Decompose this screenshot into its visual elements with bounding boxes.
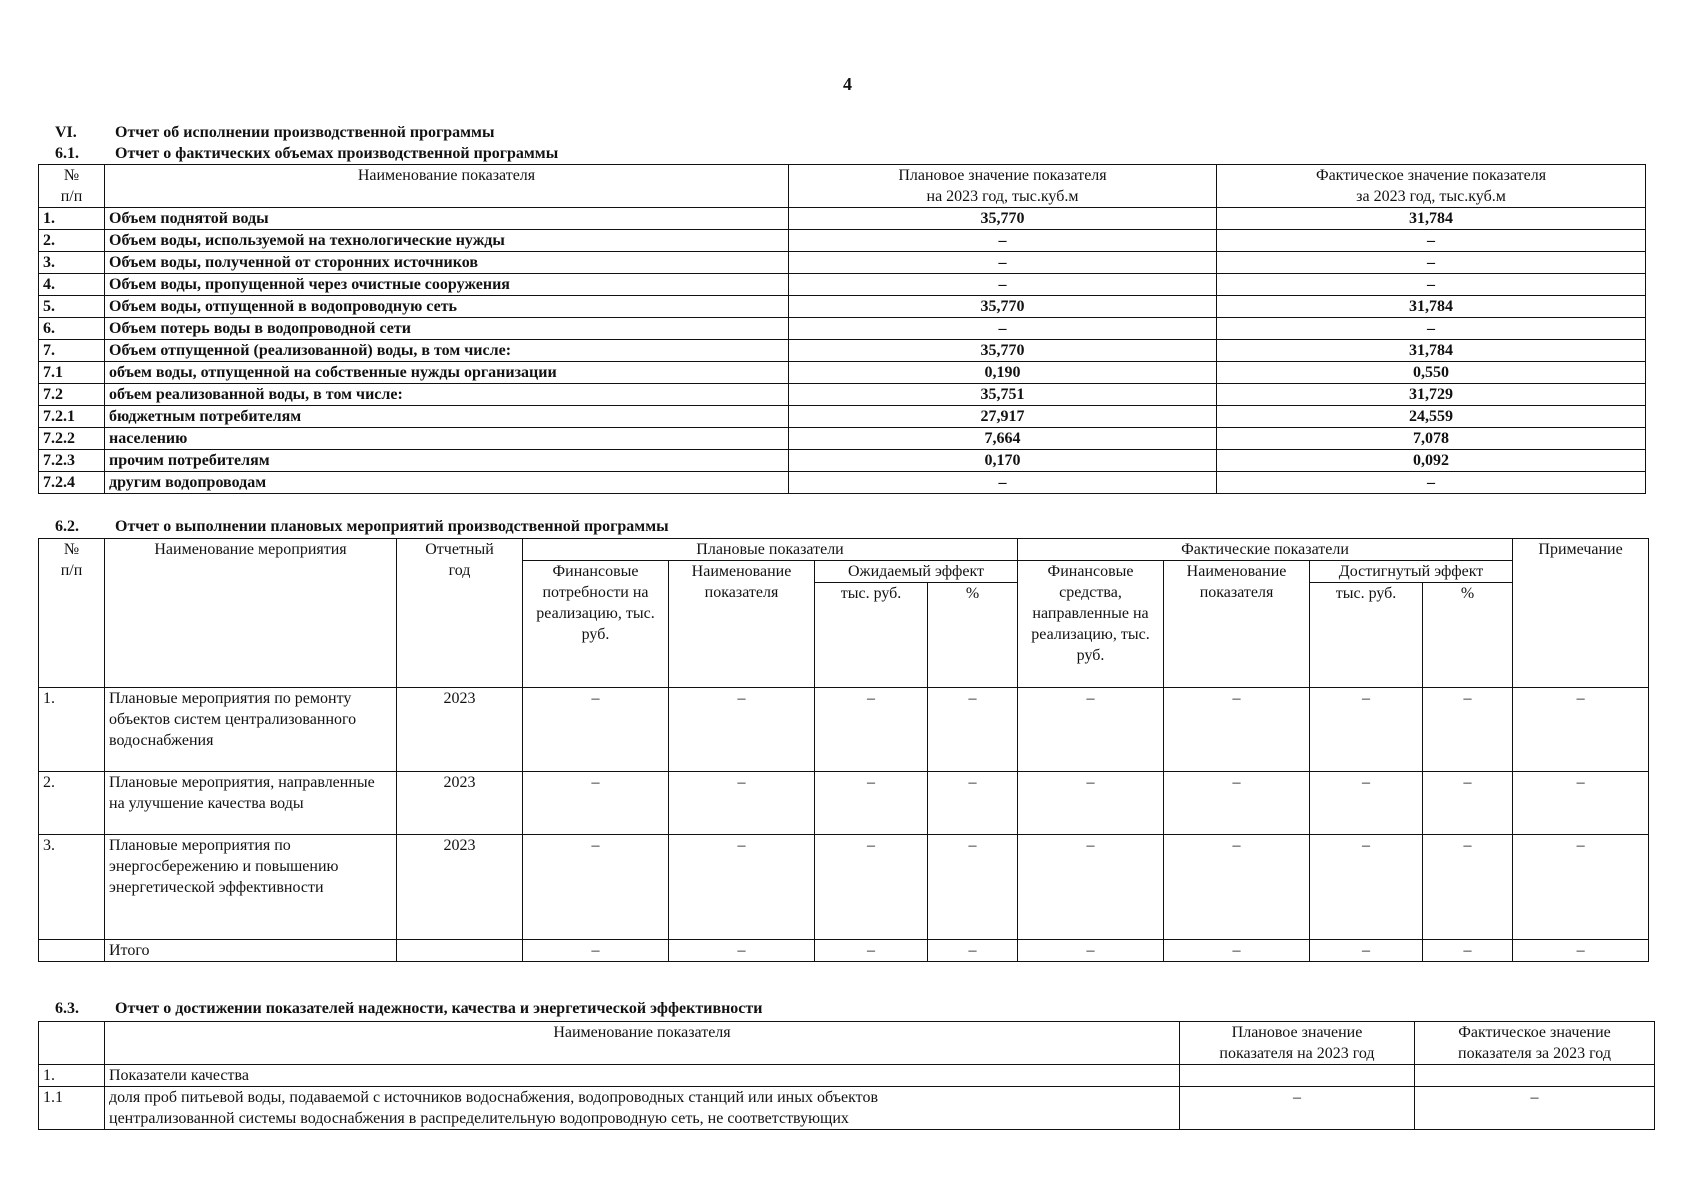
plan-value: 35,770 bbox=[789, 296, 1217, 318]
activity-name: Плановые мероприятия по ремонту объектов систем централизованного водоснабжения bbox=[105, 688, 397, 772]
header-plan-financing: Финансовые потребности на реализацию, тыс. руб. bbox=[523, 561, 669, 688]
expected-effect-pct: – bbox=[928, 772, 1018, 835]
header-note: Примечание bbox=[1513, 539, 1649, 688]
indicator-name-line: Показатели качества bbox=[109, 1067, 249, 1084]
achieved-effect-pct: – bbox=[1423, 772, 1513, 835]
row-number bbox=[39, 940, 105, 962]
activity-name: Плановые мероприятия по энергосбережению и повышению энергетической эффективности bbox=[105, 835, 397, 940]
table-row bbox=[39, 450, 1646, 472]
row-number: 5. bbox=[39, 296, 105, 318]
fact-indicator: – bbox=[1164, 688, 1310, 772]
header-num: № п/п bbox=[39, 539, 105, 688]
note: – bbox=[1513, 688, 1649, 772]
total-expected-effect-pct: – bbox=[928, 940, 1018, 962]
indicator-name: Объем воды, отпущенной в водопроводную сеть bbox=[105, 296, 789, 318]
row-number: 7.2 bbox=[39, 384, 105, 406]
section-vi-title bbox=[55, 124, 494, 142]
header-indicator-name: Наименование показателя bbox=[105, 165, 789, 208]
total-fact-indicator: – bbox=[1164, 940, 1310, 962]
table-row bbox=[39, 384, 1646, 406]
row-number: 7.2.1 bbox=[39, 406, 105, 428]
header-num: № п/п bbox=[39, 165, 105, 208]
section-6-3-title bbox=[55, 1000, 762, 1018]
row-number: 3. bbox=[39, 835, 105, 940]
fact-indicator: – bbox=[1164, 772, 1310, 835]
production-volumes-table bbox=[38, 164, 1646, 494]
header-fact-financing: Финансовые средства, направленные на реализацию, тыс. руб. bbox=[1018, 561, 1164, 688]
fact-value: – bbox=[1217, 230, 1646, 252]
header-fact-value: Фактическое значение показателя за 2023 год bbox=[1415, 1022, 1655, 1065]
achieved-effect-rub: – bbox=[1310, 835, 1423, 940]
report-year: 2023 bbox=[397, 835, 523, 940]
row-number: 1. bbox=[39, 688, 105, 772]
table-row bbox=[39, 406, 1646, 428]
indicator-name: другим водопроводам bbox=[105, 472, 789, 494]
plan-value bbox=[1180, 1065, 1415, 1087]
expected-effect-rub: – bbox=[815, 688, 928, 772]
activity-name: Плановые мероприятия, направленные на улучшение качества воды bbox=[105, 772, 397, 835]
header-report-year: Отчетный год bbox=[397, 539, 523, 688]
reliability-quality-table bbox=[38, 1021, 1655, 1130]
fact-value: 0,550 bbox=[1217, 362, 1646, 384]
total-plan-indicator: – bbox=[669, 940, 815, 962]
report-year: 2023 bbox=[397, 772, 523, 835]
planned-activities-table bbox=[38, 538, 1649, 962]
section-6-2-number: 6.2. bbox=[55, 518, 79, 535]
section-6-1-number: 6.1. bbox=[55, 145, 79, 162]
section-6-1-title bbox=[55, 145, 558, 163]
total-achieved-effect-pct: – bbox=[1423, 940, 1513, 962]
plan-value: – bbox=[789, 252, 1217, 274]
report-year bbox=[397, 940, 523, 962]
table-row bbox=[39, 208, 1646, 230]
indicator-name: Объем потерь воды в водопроводной сети bbox=[105, 318, 789, 340]
total-plan-financing: – bbox=[523, 940, 669, 962]
header-plan-value: Плановое значение показателя на 2023 год, тыс.куб.м bbox=[789, 165, 1217, 208]
table-header-row bbox=[39, 539, 1649, 561]
note: – bbox=[1513, 772, 1649, 835]
section-vi-text: Отчет об исполнении производственной программы bbox=[115, 124, 495, 141]
section-6-3-number: 6.3. bbox=[55, 1000, 79, 1017]
plan-financing: – bbox=[523, 772, 669, 835]
expected-effect-pct: – bbox=[928, 688, 1018, 772]
header-fact-group: Фактические показатели bbox=[1018, 539, 1513, 561]
fact-value: 0,092 bbox=[1217, 450, 1646, 472]
plan-value: 35,770 bbox=[789, 340, 1217, 362]
plan-value: – bbox=[789, 230, 1217, 252]
header-fact-indicator: Наименование показателя bbox=[1164, 561, 1310, 688]
row-number: 7.2.4 bbox=[39, 472, 105, 494]
section-6-2-text: Отчет о выполнении плановых мероприятий производственной программы bbox=[115, 518, 669, 535]
achieved-effect-pct: – bbox=[1423, 835, 1513, 940]
expected-effect-pct: – bbox=[928, 835, 1018, 940]
plan-value: 0,190 bbox=[789, 362, 1217, 384]
fact-value: – bbox=[1217, 274, 1646, 296]
fact-value bbox=[1415, 1065, 1655, 1087]
fact-value: 24,559 bbox=[1217, 406, 1646, 428]
row-number: 7. bbox=[39, 340, 105, 362]
table-header-row bbox=[39, 1022, 1655, 1065]
fact-value: – bbox=[1217, 252, 1646, 274]
indicator-name bbox=[105, 1065, 1180, 1087]
indicator-name: Объем воды, пропущенной через очистные сооружения bbox=[105, 274, 789, 296]
total-fact-financing: – bbox=[1018, 940, 1164, 962]
fact-financing: – bbox=[1018, 688, 1164, 772]
row-number: 7.2.3 bbox=[39, 450, 105, 472]
plan-financing: – bbox=[523, 835, 669, 940]
table-row bbox=[39, 274, 1646, 296]
table-row bbox=[39, 688, 1649, 772]
header-plan-indicator: Наименование показателя bbox=[669, 561, 815, 688]
expected-effect-rub: – bbox=[815, 835, 928, 940]
plan-value: – bbox=[1180, 1087, 1415, 1130]
table-row bbox=[39, 340, 1646, 362]
section-6-3-text: Отчет о достижении показателей надежности, качества и энергетической эффективности bbox=[115, 1000, 763, 1017]
header-plan-group: Плановые показатели bbox=[523, 539, 1018, 561]
table-row bbox=[39, 296, 1646, 318]
plan-value: – bbox=[789, 472, 1217, 494]
plan-indicator: – bbox=[669, 835, 815, 940]
table-row bbox=[39, 318, 1646, 340]
fact-value: 7,078 bbox=[1217, 428, 1646, 450]
table-row bbox=[39, 428, 1646, 450]
expected-effect-rub: – bbox=[815, 772, 928, 835]
header-achieved-effect: Достигнутый эффект bbox=[1310, 561, 1513, 583]
row-number: 2. bbox=[39, 772, 105, 835]
total-expected-effect-rub: – bbox=[815, 940, 928, 962]
header-expected-rub: тыс. руб. bbox=[815, 583, 928, 688]
row-number: 3. bbox=[39, 252, 105, 274]
row-number: 7.2.2 bbox=[39, 428, 105, 450]
section-vi-number: VI. bbox=[55, 124, 77, 141]
plan-value: 35,770 bbox=[789, 208, 1217, 230]
table-row bbox=[39, 472, 1646, 494]
table-row bbox=[39, 252, 1646, 274]
total-note: – bbox=[1513, 940, 1649, 962]
table-row bbox=[39, 835, 1649, 940]
indicator-name: Объем воды, используемой на технологические нужды bbox=[105, 230, 789, 252]
row-number: 1. bbox=[39, 208, 105, 230]
table-row bbox=[39, 362, 1646, 384]
table-row bbox=[39, 230, 1646, 252]
header-activity-name: Наименование мероприятия bbox=[105, 539, 397, 688]
report-year: 2023 bbox=[397, 688, 523, 772]
fact-value: 31,729 bbox=[1217, 384, 1646, 406]
fact-financing: – bbox=[1018, 772, 1164, 835]
row-number: 1.1 bbox=[39, 1087, 105, 1130]
table-row bbox=[39, 1065, 1655, 1087]
header-achieved-rub: тыс. руб. bbox=[1310, 583, 1423, 688]
header-achieved-pct: % bbox=[1423, 583, 1513, 688]
fact-value: – bbox=[1217, 318, 1646, 340]
row-number: 4. bbox=[39, 274, 105, 296]
row-number: 7.1 bbox=[39, 362, 105, 384]
achieved-effect-rub: – bbox=[1310, 772, 1423, 835]
note: – bbox=[1513, 835, 1649, 940]
header-expected-pct: % bbox=[928, 583, 1018, 688]
header-expected-effect: Ожидаемый эффект bbox=[815, 561, 1018, 583]
fact-financing: – bbox=[1018, 835, 1164, 940]
indicator-name: Объем поднятой воды bbox=[105, 208, 789, 230]
indicator-name: бюджетным потребителям bbox=[105, 406, 789, 428]
plan-value: 35,751 bbox=[789, 384, 1217, 406]
indicator-name: Объем отпущенной (реализованной) воды, в том числе: bbox=[105, 340, 789, 362]
indicator-name-line: доля проб питьевой воды, подаваемой с источников водоснабжения, водопроводных станций или иных объектов bbox=[109, 1089, 878, 1106]
plan-value: – bbox=[789, 274, 1217, 296]
header-fact-value: Фактическое значение показателя за 2023 год, тыс.куб.м bbox=[1217, 165, 1646, 208]
total-achieved-effect-rub: – bbox=[1310, 940, 1423, 962]
plan-financing: – bbox=[523, 688, 669, 772]
header-plan-value: Плановое значение показателя на 2023 год bbox=[1180, 1022, 1415, 1065]
row-number: 6. bbox=[39, 318, 105, 340]
plan-indicator: – bbox=[669, 772, 815, 835]
fact-value: 31,784 bbox=[1217, 340, 1646, 362]
indicator-name-line: централизованной системы водоснабжения в распределительную водопроводную сеть, не соответствующих bbox=[109, 1110, 849, 1127]
fact-value: 31,784 bbox=[1217, 296, 1646, 318]
plan-indicator: – bbox=[669, 688, 815, 772]
indicator-name: объем реализованной воды, в том числе: bbox=[105, 384, 789, 406]
table-row bbox=[39, 1087, 1655, 1130]
section-6-1-text: Отчет о фактических объемах производственной программы bbox=[115, 145, 559, 162]
section-6-2-title bbox=[55, 518, 669, 536]
header-num bbox=[39, 1022, 105, 1065]
total-label: Итого bbox=[105, 940, 397, 962]
table-header-row bbox=[39, 165, 1646, 208]
indicator-name: населению bbox=[105, 428, 789, 450]
plan-value: 0,170 bbox=[789, 450, 1217, 472]
indicator-name: прочим потребителям bbox=[105, 450, 789, 472]
page-number: 4 bbox=[843, 74, 852, 94]
header-indicator-name: Наименование показателя bbox=[105, 1022, 1180, 1065]
plan-value: – bbox=[789, 318, 1217, 340]
table-row bbox=[39, 772, 1649, 835]
fact-indicator: – bbox=[1164, 835, 1310, 940]
plan-value: 7,664 bbox=[789, 428, 1217, 450]
plan-value: 27,917 bbox=[789, 406, 1217, 428]
row-number: 1. bbox=[39, 1065, 105, 1087]
row-number: 2. bbox=[39, 230, 105, 252]
indicator-name bbox=[105, 1087, 1180, 1130]
achieved-effect-rub: – bbox=[1310, 688, 1423, 772]
fact-value: – bbox=[1415, 1087, 1655, 1130]
achieved-effect-pct: – bbox=[1423, 688, 1513, 772]
total-row bbox=[39, 940, 1649, 962]
indicator-name: объем воды, отпущенной на собственные нужды организации bbox=[105, 362, 789, 384]
indicator-name: Объем воды, полученной от сторонних источников bbox=[105, 252, 789, 274]
fact-value: – bbox=[1217, 472, 1646, 494]
fact-value: 31,784 bbox=[1217, 208, 1646, 230]
